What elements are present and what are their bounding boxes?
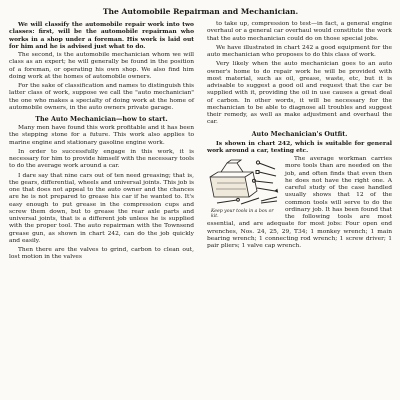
section-heading: The Auto Mechanician—how to start. [35, 115, 168, 123]
paragraph: Many men have found this work profitable and it has been the stepping stone for a future. This work also applies to marine engine and stationary gasoline engine work. [9, 125, 194, 146]
paragraph: I dare say that nine cars out of ten need greasing; that is, the gears, differential, wheels and universal joints. This job is one that does not appeal to the auto owner and the chances are he is not prepared to grease his car if he wanted to. It's easy enough to put grease in the compression cups and screw them down, but to grease the rear axle parts and universal joints, that is a different job unless he is supplied with the proper tool. The auto repairman with the Townsend grease gun, as shown in chart 242, can do the job quickly and easily. [9, 172, 194, 244]
paragraph: to take up, compression to test—in fact, a general engine overhaul or a general car overhaul would constitute the work that the auto mechanician could do on those special jobs. [207, 21, 392, 42]
paragraph: Very likely when the auto mechanician goes to an auto owner's home to do repair work he will be provided with most material, such as oil, grease, waste, etc, but it is advisable to suggest a good oil and request that the car be supplied with it, providing the oil in use causes a great deal of carbon. In other words, it will be necessary for the mechanician to be able to diagnose all troubles and suggest their remedy, as well as make adjustment and overhaul the car. [207, 61, 392, 126]
tool-box-illustration [207, 157, 279, 209]
paragraph: We have illustrated in chart 242 a good equipment for the auto mechanician who proposes to do this class of work. [207, 44, 392, 58]
paragraph: Is shown in chart 242, which is suitable for general work around a car, testing etc. [207, 139, 392, 154]
paragraph: The average workman carries more tools than are needed on the job, and often finds that even then he does not have the right one. A careful study of the case handled usually shows that 12 of the common tools will serve to do the ordinary job. It has been found that the following tools are most essential, and are adequate for most jobs: Four open end wrenches, Nos. 24, 25, 29, T34; 1 monkey wrench; 1 main bearing wrench; 1 connecting rod wrench; 1 screw driver; 1 pair pliers; 1 valve cap wrench. [207, 156, 392, 249]
tool-box-figure [207, 157, 279, 220]
page-title: The Automobile Repairman and Mechanician. [102, 7, 299, 16]
paragraph: In order to successfully engage in this work, it is necessary for him to provide himself with the necessary tools to do the average work around a car. [9, 148, 194, 170]
paragraph: For the sake of classification and names to distinguish this latter class of work, suppose we call the "auto mechanician" the one who makes a specialty of doing work at the home of automobile owners, in the auto owners private garage. [9, 83, 194, 111]
right-column [207, 21, 392, 264]
figure-caption: Keep your tools in a box or kit. [211, 209, 274, 220]
paragraph: Then there are the valves to grind, carbon to clean out, lost motion in the valves [9, 247, 194, 261]
paragraph: We will classify the automobile repair work into two classes: first, will be the automobile repairman who works in a shop under a foreman. His work is laid out for him and he is advised just what to do. [9, 21, 194, 50]
figure-flow [207, 156, 392, 250]
two-column-body [9, 21, 392, 264]
left-column [9, 21, 194, 264]
section-heading: Auto Mechanician's Outfit. [251, 129, 348, 138]
paragraph: The second, is the automobile mechanician whom we will class as an expert; he will generally be found in the position of a foreman, or operating his own shop. We also find him doing work at the homes of automobile owners. [9, 52, 194, 80]
